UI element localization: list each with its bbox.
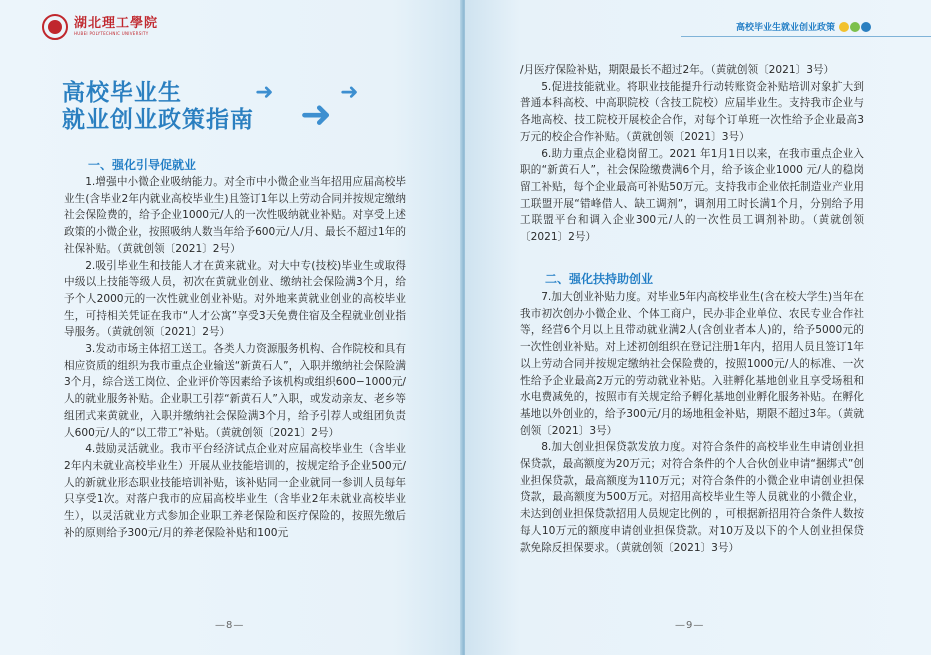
paragraph: 8.加大创业担保贷款发放力度。对符合条件的高校毕业生申请创业担保贷款，最高额度为20万元；对符合条件的个人合伙创业申请“捆绑式”创业担保贷款，最高额度为110万元；对符合条件的小微企业申请创业担保贷款，最高额度为500万元。对招用高校毕业生等人员就业的小微企业，未达到创业担保贷款招用人员规定比例的 ，可根据新招用符合条件人数按每人10万元的额度申请创业担保贷款。对10万及以下的个人创业担保贷款免除反担保要求。（黄就创领〔2021〕3号）	[520, 441, 864, 554]
page-number: —8—	[215, 620, 245, 631]
page-header	[736, 20, 871, 33]
paragraph: 3.发动市场主体招工送工。各类人力资源服务机构、合作院校和具有相应资质的组织为我市重点企业输送“新黄石人”，入职并缴纳社会保险满3个月，综合送工岗位、企业评价等因素给予该机构或组织600−1000元/人的就业服务补贴。企业职工引荐“新黄石人”入职，或发动亲友、老乡等组团式来黄就业，入职并缴纳社会保险满3个月，给予引荐人或组团负责人600元/人的“以工带工”补贴。（黄就创领〔2021〕2号）	[64, 343, 406, 439]
header-title: 高校毕业生就业创业政策	[735, 23, 835, 33]
paragraph: 7.加大创业补贴力度。对毕业5年内高校毕业生(含在校大学生)当年在我市初次创办小微企业、个体工商户，民办非企业单位、农民专业合作社等，经营6个月以上且带动就业满2人(含创业者本人)的，给予5000元的一次性创业补贴。对上述初创组织在登记注册1年内，招用人员且签订1年以上劳动合同并按规定缴纳社会保险费的，按照1000元/人的标准、一次性给予企业最高2万元的劳动就业补贴。入驻孵化基地创业且享受场租和水电费减免的，按照市有关规定给予孵化基地创业孵化服务补贴。在孵化基地以外创业的，给予300元/月的场地租金补贴，期限不超过3年。（黄就创领〔2021〕3号）	[520, 291, 864, 437]
paragraph: /月医疗保险补贴，期限最长不超过2年。（黄就创领〔2021〕3号）	[520, 64, 835, 76]
right-page-body-top	[520, 62, 864, 246]
left-page-body	[64, 174, 406, 541]
logo-english-name: HUBEI POLYTECHNIC UNIVERSITY	[74, 31, 149, 36]
section-heading-2: 二、强化扶持助创业	[545, 272, 654, 286]
logo-chinese-name: 湖北理工學院	[74, 16, 159, 31]
header-badge-icons	[838, 22, 871, 32]
badge-icon	[861, 22, 871, 32]
university-seal-icon	[42, 14, 68, 40]
header-rule	[681, 36, 931, 37]
paragraph: 1.增强中小微企业吸纳能力。对全市中小微企业当年招用应届高校毕业生(含毕业2年内就业高校毕业生)且签订1年以上劳动合同并按规定缴纳社会保险费的，给予企业1000元/人的一次性吸纳就业补贴。对享受上述政策的小微企业，按照吸纳人数当年给予600元/人/月、最长不超过1年的社保补贴。（黄就创领〔2021〕2号）	[64, 176, 406, 255]
paragraph: 6.助力重点企业稳岗留工。2021 年1月1日以来，在我市重点企业入职的“新黄石人”，社会保险缴费满6个月，给予该企业1000 元/人的稳岗留工补贴，每个企业最高可补贴50万元。支持我市企业依托制造业产业用工联盟开展“错峰借人、缺工调剂”，调剂用工时长满1个月，分别给予用工联盟平台和调入企业300元/人的一次性员工调剂补助。（黄就创领〔2021〕2号）	[520, 147, 864, 244]
arrow-right-icon: ➜	[300, 92, 332, 136]
section-heading-1: 一、强化引导促就业	[88, 158, 197, 172]
page-title	[62, 80, 254, 134]
title-line-1: 高校毕业生	[62, 80, 182, 106]
badge-icon	[839, 22, 849, 32]
paragraph: 5.促进技能就业。将职业技能提升行动转账资金补贴培训对象扩大到普通本科高校、中高职院校（含技工院校）应届毕业生。支持我市企业与各地高校、技工院校开展校企合作，对每个订单班一次性给予企业最高3万元的校企合作补贴。（黄就创领〔2021〕3号）	[520, 80, 864, 143]
page-number: —9—	[675, 620, 705, 631]
badge-icon	[850, 22, 860, 32]
right-page-body-bottom	[520, 289, 864, 556]
right-page	[465, 0, 931, 655]
left-page	[0, 0, 462, 655]
university-logo	[42, 14, 158, 40]
paragraph: 4.鼓励灵活就业。我市平台经济试点企业对应届高校毕业生（含毕业2年内未就业高校毕业生）开展从业技能培训的，按规定给予企业500元/人的新就业形态职业技能培训补贴，该补贴同一企业就同一参训人员每年只享受1次。对落户我市的应届高校毕业生（含毕业2年未就业高校毕业生），以灵活就业方式参加企业职工养老保险和医疗保险的，按照先缴后补的原则给予300元/月的养老保险补贴和100元	[64, 443, 406, 539]
arrow-right-icon: ➜	[340, 80, 359, 105]
paragraph: 2.吸引毕业生和技能人才在黄来就业。对大中专(技校)毕业生或取得中级以上技能等级人员，初次在黄就业创业、缴纳社会保险满3个月，给予个人2000元的一次性就业创业补贴。对外地来黄就业创业的高校毕业生，可持相关凭证在我市“人才公寓”享受3天免费住宿及全程就业创业指导服务。（黄就创领〔2021〕2号）	[64, 259, 406, 339]
arrow-right-icon: ➜	[255, 80, 274, 105]
title-line-2: 就业创业政策指南	[62, 107, 254, 133]
